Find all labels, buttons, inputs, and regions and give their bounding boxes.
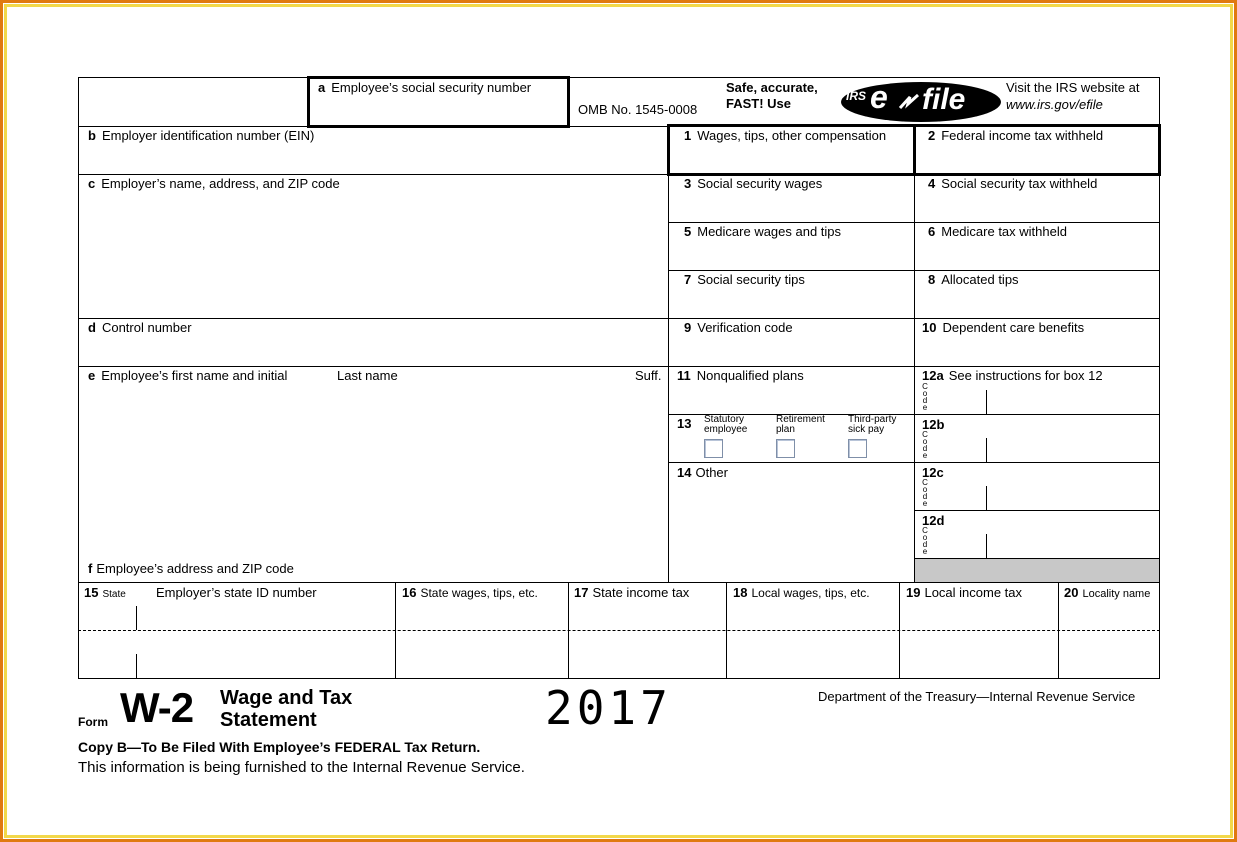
- code-letter: C: [922, 526, 928, 535]
- box-d-label: [88, 320, 192, 335]
- statutory-employee-checkbox[interactable]: [704, 439, 723, 458]
- box-15-number: 15: [84, 585, 99, 600]
- box-e-field[interactable]: [79, 386, 668, 556]
- box-16-label: [402, 585, 538, 601]
- statutory-label-1: Statutory: [704, 414, 745, 425]
- box-18-number: 18: [733, 585, 748, 600]
- box-20-number: 20: [1064, 585, 1079, 600]
- box-10-number: 10: [922, 320, 937, 335]
- box-b-field[interactable]: [79, 145, 668, 174]
- box-7-text: Social security tips: [697, 272, 805, 287]
- box-5-number: 5: [684, 224, 692, 239]
- box-f-number: f: [88, 561, 93, 576]
- box-7-label: [684, 272, 805, 287]
- state-row-1-fields[interactable]: [79, 606, 1159, 630]
- box-13-number: 13: [677, 416, 692, 431]
- box-8-text: Allocated tips: [941, 272, 1019, 287]
- shaded-cell: [915, 559, 1159, 582]
- box-20-text: Locality name: [1082, 588, 1151, 600]
- box-5-text: Medicare wages and tips: [697, 224, 842, 239]
- box-12c-code-letters: [921, 479, 929, 507]
- safe-text: Safe, accurate,: [726, 80, 818, 95]
- box-16-number: 16: [402, 585, 417, 600]
- box-c-number: c: [88, 176, 96, 191]
- thirdparty-label-1: Third-party: [848, 414, 897, 425]
- box-12d-number: 12d: [922, 513, 945, 528]
- box-12a-code-letters: [921, 383, 929, 411]
- box-12c-number: 12c: [922, 465, 944, 480]
- code-letter: o: [922, 485, 928, 494]
- irs-efile-logo: [840, 81, 1002, 123]
- box-8-number: 8: [928, 272, 936, 287]
- box-3-text: Social security wages: [697, 176, 823, 191]
- box-1-label: [684, 128, 886, 143]
- box-b-text: Employer identification number (EIN): [101, 128, 315, 143]
- box-e-suffix-label: Suff.: [635, 368, 662, 383]
- box-18-label: [733, 585, 870, 601]
- box-18-text: Local wages, tips, etc.: [751, 586, 870, 600]
- box-c-label: [88, 176, 340, 191]
- box-b-label: [88, 128, 314, 143]
- retirement-label-1: Retirement: [776, 414, 825, 425]
- box-11-text: Nonqualified plans: [696, 368, 804, 383]
- box-2-number: 2: [928, 128, 936, 143]
- department-text: Department of the Treasury—Internal Revenue Service: [818, 689, 1136, 704]
- box-e-label: [88, 368, 287, 383]
- box-19-label: [906, 585, 1022, 600]
- box-4-label: [928, 176, 1097, 191]
- box-6-field[interactable]: [915, 241, 1159, 270]
- box-e-number: e: [88, 368, 96, 383]
- box-11-label: [677, 368, 804, 383]
- box-14-label: [677, 465, 728, 480]
- box-9-label: [684, 320, 793, 335]
- box-20-label: [1064, 585, 1150, 602]
- box-e-text: Employee’s first name and initial: [101, 368, 288, 383]
- box-d-number: d: [88, 320, 96, 335]
- box-f-text: Employee’s address and ZIP code: [96, 561, 294, 576]
- visit-url: www.irs.gov/efile: [1006, 97, 1103, 112]
- box-5-field[interactable]: [669, 241, 914, 270]
- box-a-text: Employee’s social security number: [331, 80, 532, 95]
- form-word: Form: [78, 715, 108, 729]
- box-17-label: [574, 585, 689, 600]
- box-16-text: State wages, tips, etc.: [420, 586, 538, 600]
- visit-text: Visit the IRS website at: [1006, 80, 1140, 95]
- thirdparty-label-2: sick pay: [848, 424, 885, 435]
- box-1-field[interactable]: [670, 145, 913, 173]
- box-12b-amount-field[interactable]: [987, 436, 1159, 462]
- box-3-number: 3: [684, 176, 692, 191]
- omb-number: OMB No. 1545-0008: [578, 102, 698, 117]
- box-14-text: Other: [695, 465, 728, 480]
- code-letter: e: [922, 451, 928, 460]
- box-f-label: [88, 561, 294, 576]
- box-e-last-name-label: Last name: [337, 368, 398, 383]
- box-17-number: 17: [574, 585, 589, 600]
- box-12c-amount-field[interactable]: [987, 484, 1159, 510]
- box-11-number: 11: [677, 368, 691, 383]
- form-title-line-1: Wage and Tax: [220, 687, 353, 709]
- code-letter: e: [922, 403, 928, 412]
- box-12b-code-letters: [921, 431, 929, 459]
- box-9-field[interactable]: [669, 337, 914, 366]
- retirement-plan-checkbox[interactable]: [776, 439, 795, 458]
- fast-text: FAST! Use: [726, 96, 792, 111]
- state-row-2-fields[interactable]: [79, 631, 1159, 678]
- box-5-label: [684, 224, 841, 239]
- box-19-text: Local income tax: [924, 585, 1023, 600]
- box-2-label: [928, 128, 1103, 143]
- box-c-field[interactable]: [79, 193, 668, 318]
- box-14-field[interactable]: [669, 482, 914, 582]
- box-11-field[interactable]: [669, 385, 914, 414]
- box-8-label: [928, 272, 1019, 287]
- box-15-state-text: State: [102, 589, 126, 600]
- efile-file-text: file: [922, 83, 966, 116]
- copy-b-text: Copy B—To Be Filed With Employee’s FEDERAL Tax Return.: [78, 739, 481, 755]
- box-1-number: 1: [684, 128, 692, 143]
- code-letter: d: [922, 444, 928, 453]
- box-9-text: Verification code: [697, 320, 793, 335]
- box-12d-code-letters: [921, 527, 929, 555]
- code-letter: C: [922, 382, 928, 391]
- box-4-number: 4: [928, 176, 936, 191]
- code-letter: C: [922, 430, 928, 439]
- box-b-number: b: [88, 128, 96, 143]
- efile-e-text: e: [870, 79, 888, 115]
- box-10-label: [922, 320, 1084, 335]
- box-12a-number: 12a: [922, 368, 944, 383]
- box-12d-amount-field[interactable]: [987, 532, 1159, 558]
- box-6-label: [928, 224, 1067, 239]
- form-id-w2: W-2: [120, 684, 194, 731]
- box-2-text: Federal income tax withheld: [941, 128, 1104, 143]
- code-letter: e: [922, 499, 928, 508]
- box-1-text: Wages, tips, other compensation: [697, 128, 887, 143]
- info-text: This information is being furnished to the Internal Revenue Service.: [78, 759, 525, 776]
- box-17-text: State income tax: [592, 585, 690, 600]
- box-10-field[interactable]: [915, 337, 1159, 366]
- box-3-label: [684, 176, 822, 191]
- code-letter: d: [922, 540, 928, 549]
- retirement-label-2: plan: [776, 424, 795, 435]
- box-19-number: 19: [906, 585, 921, 600]
- third-party-sick-pay-checkbox[interactable]: [848, 439, 867, 458]
- box-a-number: a: [318, 80, 326, 95]
- box-6-text: Medicare tax withheld: [941, 224, 1067, 239]
- box-10-text: Dependent care benefits: [942, 320, 1085, 335]
- box-15-label: [84, 585, 126, 600]
- code-letter: C: [922, 478, 928, 487]
- form-title-line-2: Statement: [220, 709, 317, 731]
- box-12b-number: 12b: [922, 417, 945, 432]
- box-8-field[interactable]: [915, 289, 1159, 318]
- box-4-text: Social security tax withheld: [941, 176, 1098, 191]
- box-d-field[interactable]: [79, 337, 668, 366]
- box-d-text: Control number: [101, 320, 192, 335]
- box-2-field[interactable]: [916, 145, 1158, 173]
- box-7-field[interactable]: [669, 289, 914, 318]
- code-letter: o: [922, 533, 928, 542]
- box-a-label: [318, 80, 531, 95]
- box-7-number: 7: [684, 272, 692, 287]
- efile-irs-text: IRS: [846, 89, 867, 103]
- code-letter: o: [922, 437, 928, 446]
- box-12a-amount-field[interactable]: [987, 388, 1159, 414]
- box-12a-text: See instructions for box 12: [948, 368, 1103, 383]
- box-15-id-label: Employer’s state ID number: [156, 585, 317, 600]
- box-14-number: 14: [677, 465, 692, 480]
- box-6-number: 6: [928, 224, 936, 239]
- box-4-field[interactable]: [915, 193, 1159, 222]
- box-9-number: 9: [684, 320, 692, 335]
- statutory-label-2: employee: [704, 424, 748, 435]
- tax-year: 2017: [545, 681, 672, 735]
- box-c-text: Employer’s name, address, and ZIP code: [101, 176, 340, 191]
- code-letter: o: [922, 389, 928, 398]
- code-letter: d: [922, 396, 928, 405]
- box-12a-label: [922, 368, 1103, 383]
- box-3-field[interactable]: [669, 193, 914, 222]
- code-letter: e: [922, 547, 928, 556]
- code-letter: d: [922, 492, 928, 501]
